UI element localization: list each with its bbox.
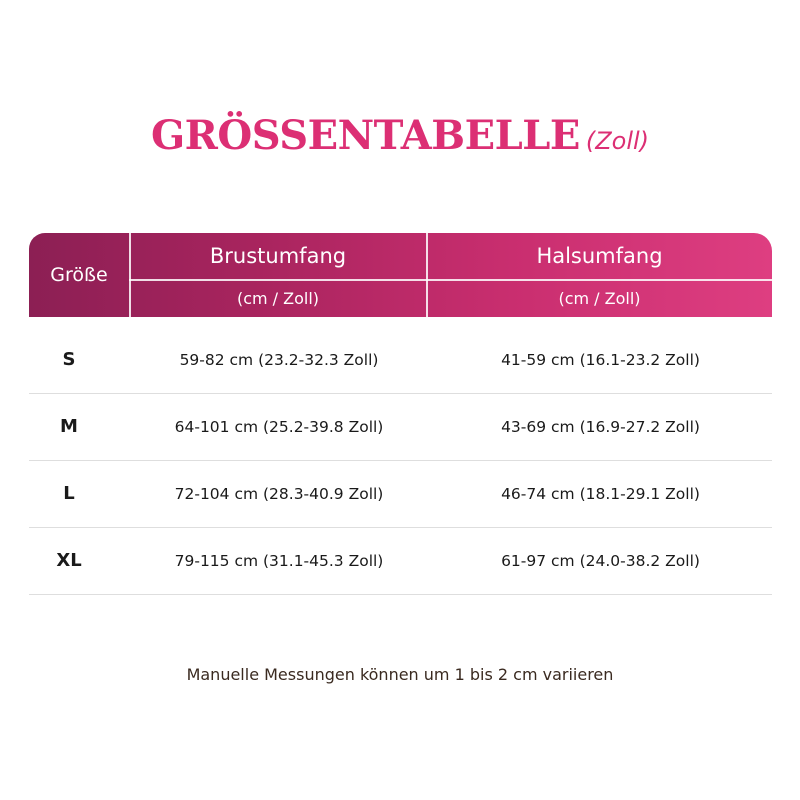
table-row xyxy=(29,394,772,461)
neck-cell: 41-59 cm (16.1-23.2 Zoll) xyxy=(501,351,700,369)
table-row xyxy=(29,461,772,528)
neck-cell: 61-97 cm (24.0-38.2 Zoll) xyxy=(501,552,700,570)
title-unit: (Zoll) xyxy=(585,127,650,155)
measurement-note: Manuelle Messungen können um 1 bis 2 cm variieren xyxy=(186,665,614,684)
chest-cell: 79-115 cm (31.1-45.3 Zoll) xyxy=(174,552,384,570)
header-neck-unit: (cm / Zoll) xyxy=(558,289,641,308)
header-chest: Brustumfang xyxy=(209,244,347,268)
size-cell: M xyxy=(60,416,78,437)
chest-cell: 59-82 cm (23.2-32.3 Zoll) xyxy=(179,351,379,369)
neck-cell: 46-74 cm (18.1-29.1 Zoll) xyxy=(501,485,700,503)
header-size: Größe xyxy=(50,264,108,286)
neck-cell: 43-69 cm (16.9-27.2 Zoll) xyxy=(501,418,700,436)
table-row xyxy=(29,327,772,394)
table-row xyxy=(29,528,772,595)
chest-cell: 72-104 cm (28.3-40.9 Zoll) xyxy=(174,485,384,503)
title-main: GRÖSSENTABELLE xyxy=(150,112,580,159)
size-cell: XL xyxy=(56,550,82,571)
table-header xyxy=(29,233,772,317)
header-chest-unit: (cm / Zoll) xyxy=(236,289,320,308)
size-cell: S xyxy=(62,349,76,370)
page-title xyxy=(0,112,800,159)
chest-cell: 64-101 cm (25.2-39.8 Zoll) xyxy=(174,418,384,436)
size-cell: L xyxy=(63,483,75,504)
header-neck: Halsumfang xyxy=(536,244,663,268)
